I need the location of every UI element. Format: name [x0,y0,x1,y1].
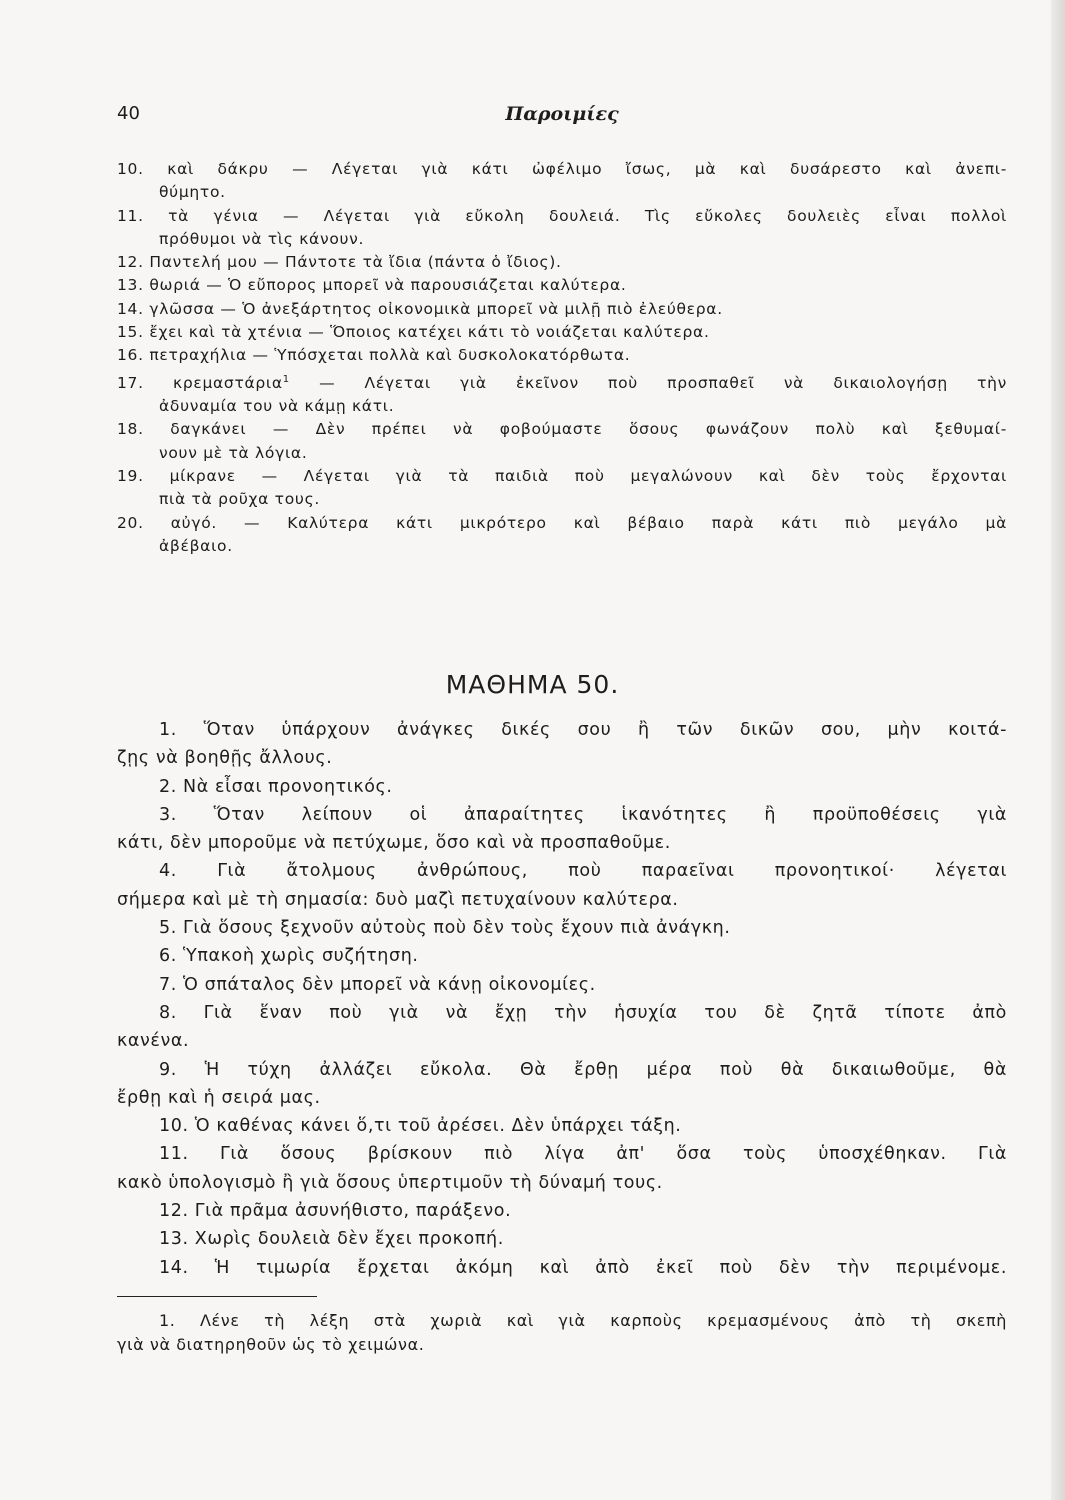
entry-continuation: ἀδυναμία του νὰ κάμῃ κάτι. [159,397,395,416]
list-item [117,344,1007,367]
entry-line: 11. τὰ γένια — Λέγεται γιὰ εὔκολη δουλειά. Τὶς εὔκολες δουλειὲς εἶναι πολλοὶ [117,206,1007,225]
list-item [117,716,1007,773]
entry-line: 8. Γιὰ ἕναν ποὺ γιὰ νὰ ἔχῃ τὴν ἡσυχία του δὲ ζητᾶ τίποτε ἀπὸ [159,1002,1007,1023]
entry-continuation: κακὸ ὑπολογισμὸ ἢ γιὰ ὅσους ὑπερτιμοῦν τὴ δύναμή τους. [117,1172,663,1193]
list-item [117,251,1007,274]
page-edge-shadow [1051,0,1065,1500]
entry-continuation: θύμητο. [159,183,226,202]
entry-line: 12. Γιὰ πρᾶμα ἀσυνήθιστο, παράξενο. [159,1201,512,1222]
list-item [117,418,1007,465]
entry-line: 10. καὶ δάκρυ — Λέγεται γιὰ κάτι ὠφέλιμο ἴσως, μὰ καὶ δυσάρεστο καὶ ἀνεπι- [117,160,1007,178]
entry-line: 20. αὐγό. — Καλύτερα κάτι μικρότερο καὶ βέβαιο παρὰ κάτι πιὸ μεγάλο μὰ [117,513,1007,532]
list-item [117,999,1007,1056]
entry-continuation: κάτι, δὲν μποροῦμε νὰ πετύχωμε, ὅσο καὶ νὰ προσπαθοῦμε. [117,833,671,854]
footnote-marker: 1 [282,373,290,385]
entry-continuation: ἔρθῃ καὶ ἡ σειρά μας. [117,1087,321,1108]
list-item [117,512,1007,559]
entry-line: 1. Ὅταν ὑπάρχουν ἀνάγκες δικές σου ἢ τῶν δικῶν σου, μὴν κοιτά- [159,720,1007,740]
list-item [117,801,1007,858]
list-item [117,368,1007,419]
entry-continuation: ἀβέβαιο. [159,536,233,555]
list-item [117,914,1007,942]
proverb-notes-list [117,158,1007,558]
entry-continuation: σήμερα καὶ μὲ τὴ σημασία: δυὸ μαζὶ πετυχαίνουν καλύτερα. [117,889,679,910]
page-header [117,103,1007,133]
list-item [117,158,1007,205]
entry-line: 18. δαγκάνει — Δὲν πρέπει νὰ φοβούμαστε ὅσους φωνάζουν πολὺ καὶ ξεθυμαί- [117,420,1007,439]
list-item [117,298,1007,321]
entry-line: 7. Ὁ σπάταλος δὲν μπορεῖ νὰ κάνῃ οἰκονομίες. [159,974,596,995]
footnote-divider [117,1296,317,1297]
list-item [117,773,1007,801]
entry-line: 11. Γιὰ ὅσους βρίσκουν πιὸ λίγα ἀπ' ὅσα τοὺς ὑποσχέθηκαν. Γιὰ [159,1144,1007,1165]
list-item [117,1112,1007,1140]
entry-term: 17. κρεμαστάρια [117,373,283,392]
entry-line: 15. ἔχει καὶ τὰ χτένια — Ὅποιος κατέχει κάτι τὸ νοιάζεται καλύτερα. [117,323,710,342]
entry-line: 3. Ὅταν λείπουν οἱ ἀπαραίτητες ἱκανότητες ἢ προϋποθέσεις γιὰ [159,804,1007,825]
list-item [117,942,1007,970]
list-item [117,1140,1007,1197]
entry-line: 9. Ἡ τύχη ἀλλάζει εὔκολα. Θὰ ἔρθῃ μέρα ποὺ θὰ δικαιωθοῦμε, θὰ [159,1059,1007,1080]
page-number: 40 [117,103,140,124]
entry-continuation: πρόθυμοι νὰ τὶς κάνουν. [159,229,365,248]
entry-line: 13. Χωρὶς δουλειὰ δὲν ἔχει προκοπή. [159,1229,504,1250]
list-item [117,205,1007,252]
entry-continuation: πιὰ τὰ ροῦχα τους. [159,490,320,509]
entry-line: 14. γλῶσσα — Ὁ ἀνεξάρτητος οἰκονομικὰ μπορεῖ νὰ μιλῇ πιὸ ἐλεύθερα. [117,299,723,318]
footnote-continuation: γιὰ νὰ διατηρηθοῦν ὡς τὸ χειμώνα. [117,1335,425,1354]
list-item [117,857,1007,914]
list-item [117,1225,1007,1253]
entry-line: 2. Νὰ εἶσαι προνοητικός. [159,776,393,797]
entry-line: 16. πετραχήλια — Ὑπόσχεται πολλὰ καὶ δυσκολοκατόρθωτα. [117,346,631,365]
entry-line: 13. θωριά — Ὁ εὔπορος μπορεῖ νὰ παρουσιάζεται καλύτερα. [117,276,627,295]
list-item [117,1197,1007,1225]
list-item [117,971,1007,999]
entry-continuation: ζῃς νὰ βοηθῇς ἄλλους. [117,748,333,769]
entry-line: 6. Ὑπακοὴ χωρὶς συζήτηση. [159,946,419,967]
footnote-line: 1. Λένε τὴ λέξη στὰ χωριὰ καὶ γιὰ καρποὺς κρεμασμένους ἀπὸ τὴ σκεπὴ [159,1311,1007,1330]
entry-continuation: κανένα. [117,1031,190,1052]
entry-line: 5. Γιὰ ὅσους ξεχνοῦν αὐτοὺς ποὺ δὲν τοὺς ἔχουν πιὰ ἀνάγκη. [159,918,731,939]
entry-line: 12. Παντελή μου — Πάντοτε τὰ ἴδια (πάντα ὁ ἴδιος). [117,253,562,272]
entry-line: 19. μίκρανε — Λέγεται γιὰ τὰ παιδιὰ ποὺ μεγαλώνουν καὶ δὲν τοὺς ἔρχονται [117,467,1007,486]
footnote [117,1309,1007,1357]
entry-line: 14. Ἡ τιμωρία ἔρχεται ἀκόμη καὶ ἀπὸ ἐκεῖ ποὺ δὲν τὴν περιμένομε. [159,1257,1007,1278]
entry-gloss: — Λέγεται γιὰ ἐκεῖνον ποὺ προσπαθεῖ νὰ δικαιολογήσῃ τὴν [289,373,1007,392]
entry-line: 4. Γιὰ ἄτολμους ἀνθρώπους, ποὺ παραεῖναι προνοητικοί· λέγεται [159,861,1007,882]
entry-line [117,368,1007,395]
lesson-explanations-list [117,716,1007,1282]
list-item [117,1056,1007,1113]
list-item [117,465,1007,512]
list-item [117,321,1007,344]
lesson-heading: ΜΑΘΗΜΑ 50. [445,670,620,699]
running-title: Παροιμίες [505,103,619,125]
list-item [117,1254,1007,1282]
list-item [117,274,1007,297]
entry-continuation: νουν μὲ τὰ λόγια. [159,443,308,462]
entry-line: 10. Ὁ καθένας κάνει ὅ,τι τοῦ ἀρέσει. Δὲν ὑπάρχει τάξη. [159,1116,682,1137]
